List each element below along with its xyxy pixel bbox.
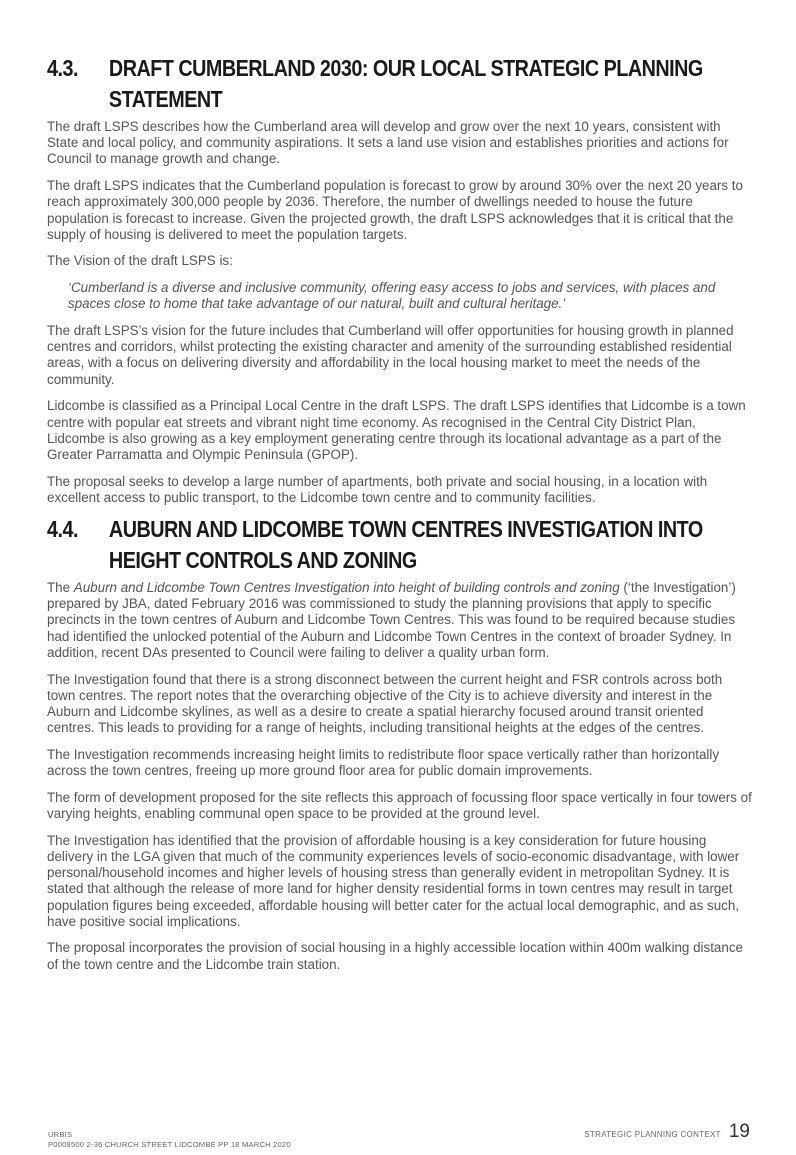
paragraph: Lidcombe is classified as a Principal Local Centre in the draft LSPS. The draft LSPS identifies that Lidcombe is a town centre with popular eat streets and vibrant night time economy. As recognised in the Central City District Plan, Lidcombe is also growing as a key employment generating centre through its locational advantage as a part of the Greater Parramatta and Olympic Peninsula (GPOP).	[47, 398, 746, 462]
footer-company: URBIS	[48, 1130, 73, 1139]
paragraph: The draft LSPS indicates that the Cumberland population is forecast to grow by around 30% over the next 20 years to reach approximately 300,000 people by 2036. Therefore, the number of dwellings needed to house the future population is forecast to increase. Given the projected growth, the draft LSPS acknowledges that it is critical that the supply of housing is delivered to meet the population targets.	[47, 178, 743, 242]
page-number: 19	[728, 1121, 750, 1142]
vision-quote: ‘Cumberland is a diverse and inclusive community, offering easy access to jobs and services, with places and spaces close to home that take advantage of our natural, built and cultural heritage.’	[68, 280, 716, 312]
footer-section-name: STRATEGIC PLANNING CONTEXT	[584, 1130, 721, 1139]
section-number: 4.3.	[47, 55, 78, 81]
paragraph-text: The	[47, 580, 74, 596]
section-heading-4-3	[47, 53, 752, 115]
page-content	[47, 53, 753, 973]
footer-left	[48, 1130, 291, 1149]
paragraph	[47, 580, 753, 661]
paragraph: The Investigation recommends increasing height limits to redistribute floor space vertically rather than horizontally across the town centres, freeing up more ground floor area for public domain improvements.	[47, 746, 720, 779]
paragraph: The Vision of the draft LSPS is:	[47, 253, 233, 269]
paragraph-text: (‘the Investigation’) prepared by JBA, dated February 2016 was commissioned to study the planning provisions that apply to specific precincts in the town centres of Auburn and Lidcombe Town Centres. This was found to be required because studies had identified the unlocked potential of the Auburn and Lidcombe Town Centres in the context of broader Sydney. In addition, recent DAs presented to Council were failing to deliver a quality urban form.	[47, 580, 736, 660]
paragraph: The Investigation found that there is a strong disconnect between the current height and FSR controls across both town centres. The report notes that the overarching objective of the City is to achieve diversity and interest in the Auburn and Lidcombe skylines, as well as a desire to create a spatial hierarchy focused around transit oriented centres. This leads to providing for a range of heights, including transitional heights at the edges of the centres.	[47, 671, 723, 736]
paragraph: The proposal incorporates the provision of social housing in a highly accessible location within 400m walking distance of the town centre and the Lidcombe train station.	[47, 940, 743, 972]
paragraph: The Investigation has identified that the provision of affordable housing is a key consideration for future housing delivery in the LGA given that much of the community experiences levels of socio-economic disadvantage, with lower personal/household incomes and higher levels of housing stress than generally evident in metropolitan Sydney. It is stated that although the release of more land for higher density residential forms in town centres may result in target population figures being exceeded, affordable housing will better cater for the actual local demographic, and as such, have positive social implications.	[47, 832, 740, 929]
paragraph: The proposal seeks to develop a large number of apartments, both private and social housing, in a location with excellent access to public transport, to the Lidcombe town centre and to community facilities.	[47, 473, 708, 505]
section-number: 4.4.	[47, 516, 78, 543]
footer-reference: P0009500 2-36 CHURCH STREET LIDCOMBE PP 18 MARCH 2020	[48, 1139, 291, 1149]
paragraph: The draft LSPS describes how the Cumberland area will develop and grow over the next 10 years, consistent with State and local policy, and community aspirations. It sets a land use vision and establishes priorities and actions for Council to manage growth and change.	[47, 119, 729, 167]
section-heading-4-4	[47, 514, 752, 576]
paragraph: The draft LSPS’s vision for the future includes that Cumberland will offer opportunities for housing growth in planned centres and corridors, whilst protecting the existing character and amenity of the surrounding established residential areas, with a focus on delivering diversity and affordability in the local housing market to meet the needs of the community.	[47, 323, 734, 387]
section-title: DRAFT CUMBERLAND 2030: OUR LOCAL STRATEGIC PLANNING STATEMENT	[108, 55, 703, 112]
document-title-italic: Auburn and Lidcombe Town Centres Investigation into height of building controls and zoning	[73, 580, 620, 596]
paragraph: The form of development proposed for the site reflects this approach of focussing floor space vertically in four towers of varying heights, enabling communal open space to be provided at the ground level.	[47, 789, 752, 821]
footer-right	[584, 1121, 750, 1143]
section-title: AUBURN AND LIDCOMBE TOWN CENTRES INVESTIGATION INTO HEIGHT CONTROLS AND ZONING	[108, 516, 703, 574]
